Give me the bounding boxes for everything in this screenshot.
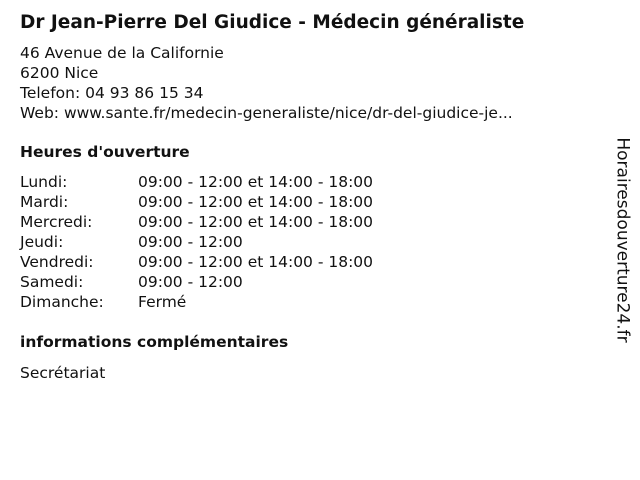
day-label: Vendredi: bbox=[20, 253, 94, 271]
hours-row bbox=[20, 292, 610, 312]
hours-row bbox=[20, 172, 610, 192]
business-listing bbox=[20, 11, 610, 383]
day-label: Samedi: bbox=[20, 273, 84, 291]
hours-row bbox=[20, 252, 610, 272]
day-label: Mercredi: bbox=[20, 213, 93, 231]
phone-line: Telefon: 04 93 86 15 34 bbox=[20, 84, 204, 102]
day-label: Lundi: bbox=[20, 173, 68, 191]
day-label: Jeudi: bbox=[20, 233, 64, 251]
opening-hours-table bbox=[20, 172, 610, 312]
hours-row bbox=[20, 212, 610, 232]
time-range: 09:00 - 12:00 et 14:00 - 18:00 bbox=[138, 253, 374, 271]
additional-info-text: Secrétariat bbox=[20, 364, 106, 382]
street-address: 46 Avenue de la Californie bbox=[20, 44, 224, 62]
hours-row bbox=[20, 272, 610, 292]
additional-info-heading: informations complémentaires bbox=[20, 333, 289, 351]
time-range: Fermé bbox=[138, 293, 187, 311]
hours-row bbox=[20, 232, 610, 252]
hours-row bbox=[20, 192, 610, 212]
site-watermark bbox=[612, 134, 634, 346]
website-line: Web: www.sante.fr/medecin-generaliste/nice/dr-del-giudice-je... bbox=[20, 104, 513, 122]
time-range: 09:00 - 12:00 bbox=[138, 233, 243, 251]
time-range: 09:00 - 12:00 et 14:00 - 18:00 bbox=[138, 213, 374, 231]
day-label: Mardi: bbox=[20, 193, 69, 211]
contact-block bbox=[20, 43, 610, 123]
page-title: Dr Jean-Pierre Del Giudice - Médecin généraliste bbox=[20, 12, 525, 33]
day-label: Dimanche: bbox=[20, 293, 104, 311]
time-range: 09:00 - 12:00 et 14:00 - 18:00 bbox=[138, 173, 374, 191]
city-line: 6200 Nice bbox=[20, 64, 99, 82]
opening-hours-heading: Heures d'ouverture bbox=[20, 143, 190, 161]
watermark-text: Horairesdouverture24.fr bbox=[613, 137, 633, 343]
time-range: 09:00 - 12:00 et 14:00 - 18:00 bbox=[138, 193, 374, 211]
time-range: 09:00 - 12:00 bbox=[138, 273, 243, 291]
